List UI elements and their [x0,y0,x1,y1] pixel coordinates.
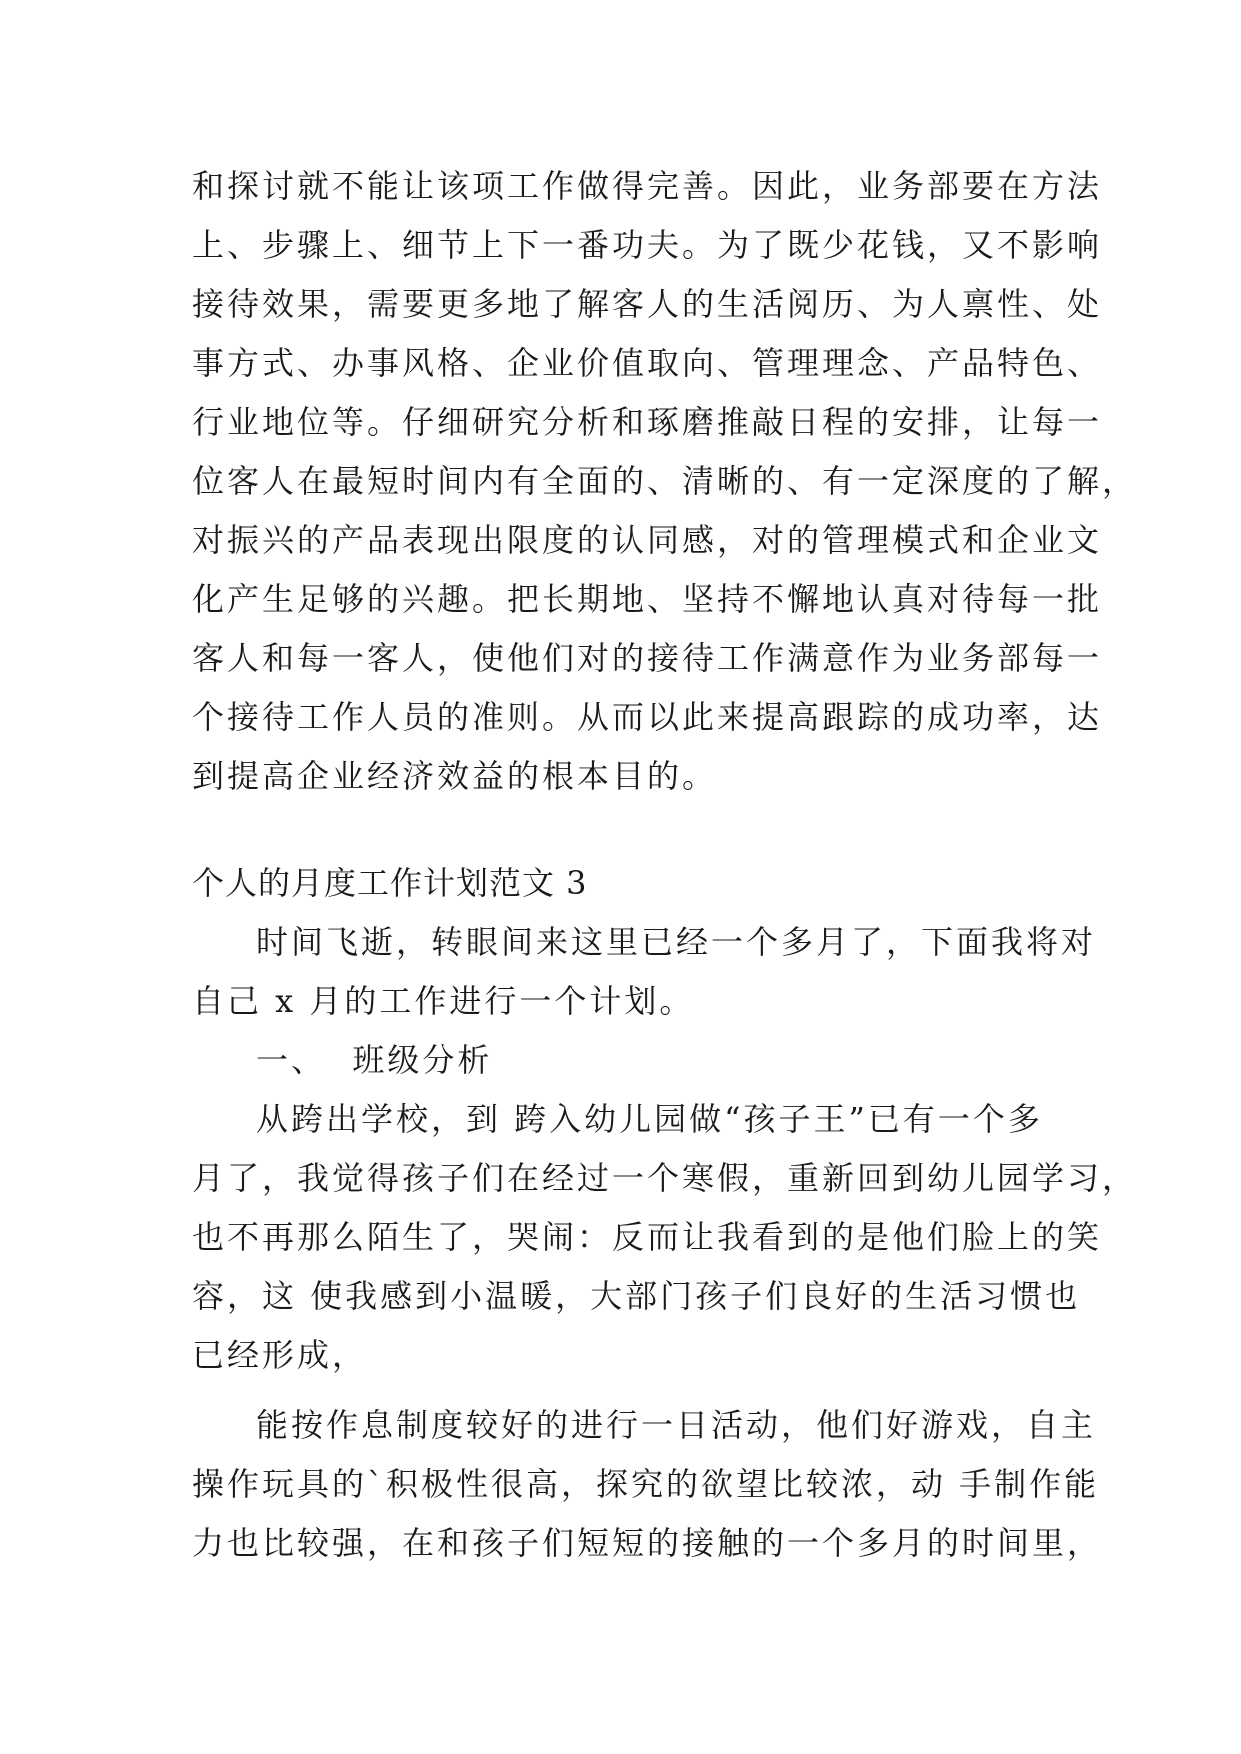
paragraph-line: 客人和每一客人，使他们对的接待工作满意作为业务部每一 [192,639,1103,677]
paragraph-line: 到提高企业经济效益的根本目的。 [192,757,718,795]
paragraph-line: 化产生足够的兴趣。把长期地、坚持不懈地认真对待每一批 [192,580,1103,618]
paragraph-line: 位客人在最短时间内有全面的、清晰的、有一定深度的了解， [192,462,1138,500]
paragraph-line: 力也比较强，在和孩子们短短的接触的一个多月的时间里， [192,1524,1103,1562]
subheading: 一、 班级分析 [256,1041,493,1079]
paragraph-line: 接待效果，需要更多地了解客人的生活阅历、为人禀性、处 [192,285,1103,323]
paragraph-line: 也不再那么陌生了，哭闹：反而让我看到的是他们脸上的笑 [192,1218,1103,1256]
paragraph-line: 个接待工作人员的准则。从而以此来提高跟踪的成功率，达 [192,698,1103,736]
paragraph-line: 时间飞逝，转眼间来这里已经一个多月了，下面我将对 [256,923,1097,961]
paragraph-line: 月了，我觉得孩子们在经过一个寒假，重新回到幼儿园学习， [192,1159,1138,1197]
section-title: 个人的月度工作计划范文 3 [192,864,588,902]
paragraph-line: 操作玩具的`积极性很高，探究的欲望比较浓，动 手制作能 [192,1465,1100,1503]
paragraph-line: 已经形成， [192,1336,368,1374]
paragraph-line: 对振兴的产品表现出限度的认同感，对的管理模式和企业文 [192,521,1103,559]
paragraph-line: 行业地位等。仔细研究分析和琢磨推敲日程的安排，让每一 [192,403,1103,441]
paragraph-line: 上、步骤上、细节上下一番功夫。为了既少花钱，又不影响 [192,226,1103,264]
paragraph-line: 事方式、办事风格、企业价值取向、管理理念、产品特色、 [192,344,1103,382]
paragraph-line: 自己 x 月的工作进行一个计划。 [192,982,695,1020]
paragraph-line: 从跨出学校，到 跨入幼儿园做“孩子王”已有一个多 [256,1100,1043,1138]
paragraph-line: 和探讨就不能让该项工作做得完善。因此，业务部要在方法 [192,167,1103,205]
paragraph-line: 容，这 使我感到小温暖，大部门孩子们良好的生活习惯也 [192,1277,1081,1315]
paragraph-line: 能按作息制度较好的进行一日活动，他们好游戏，自主 [256,1406,1097,1444]
